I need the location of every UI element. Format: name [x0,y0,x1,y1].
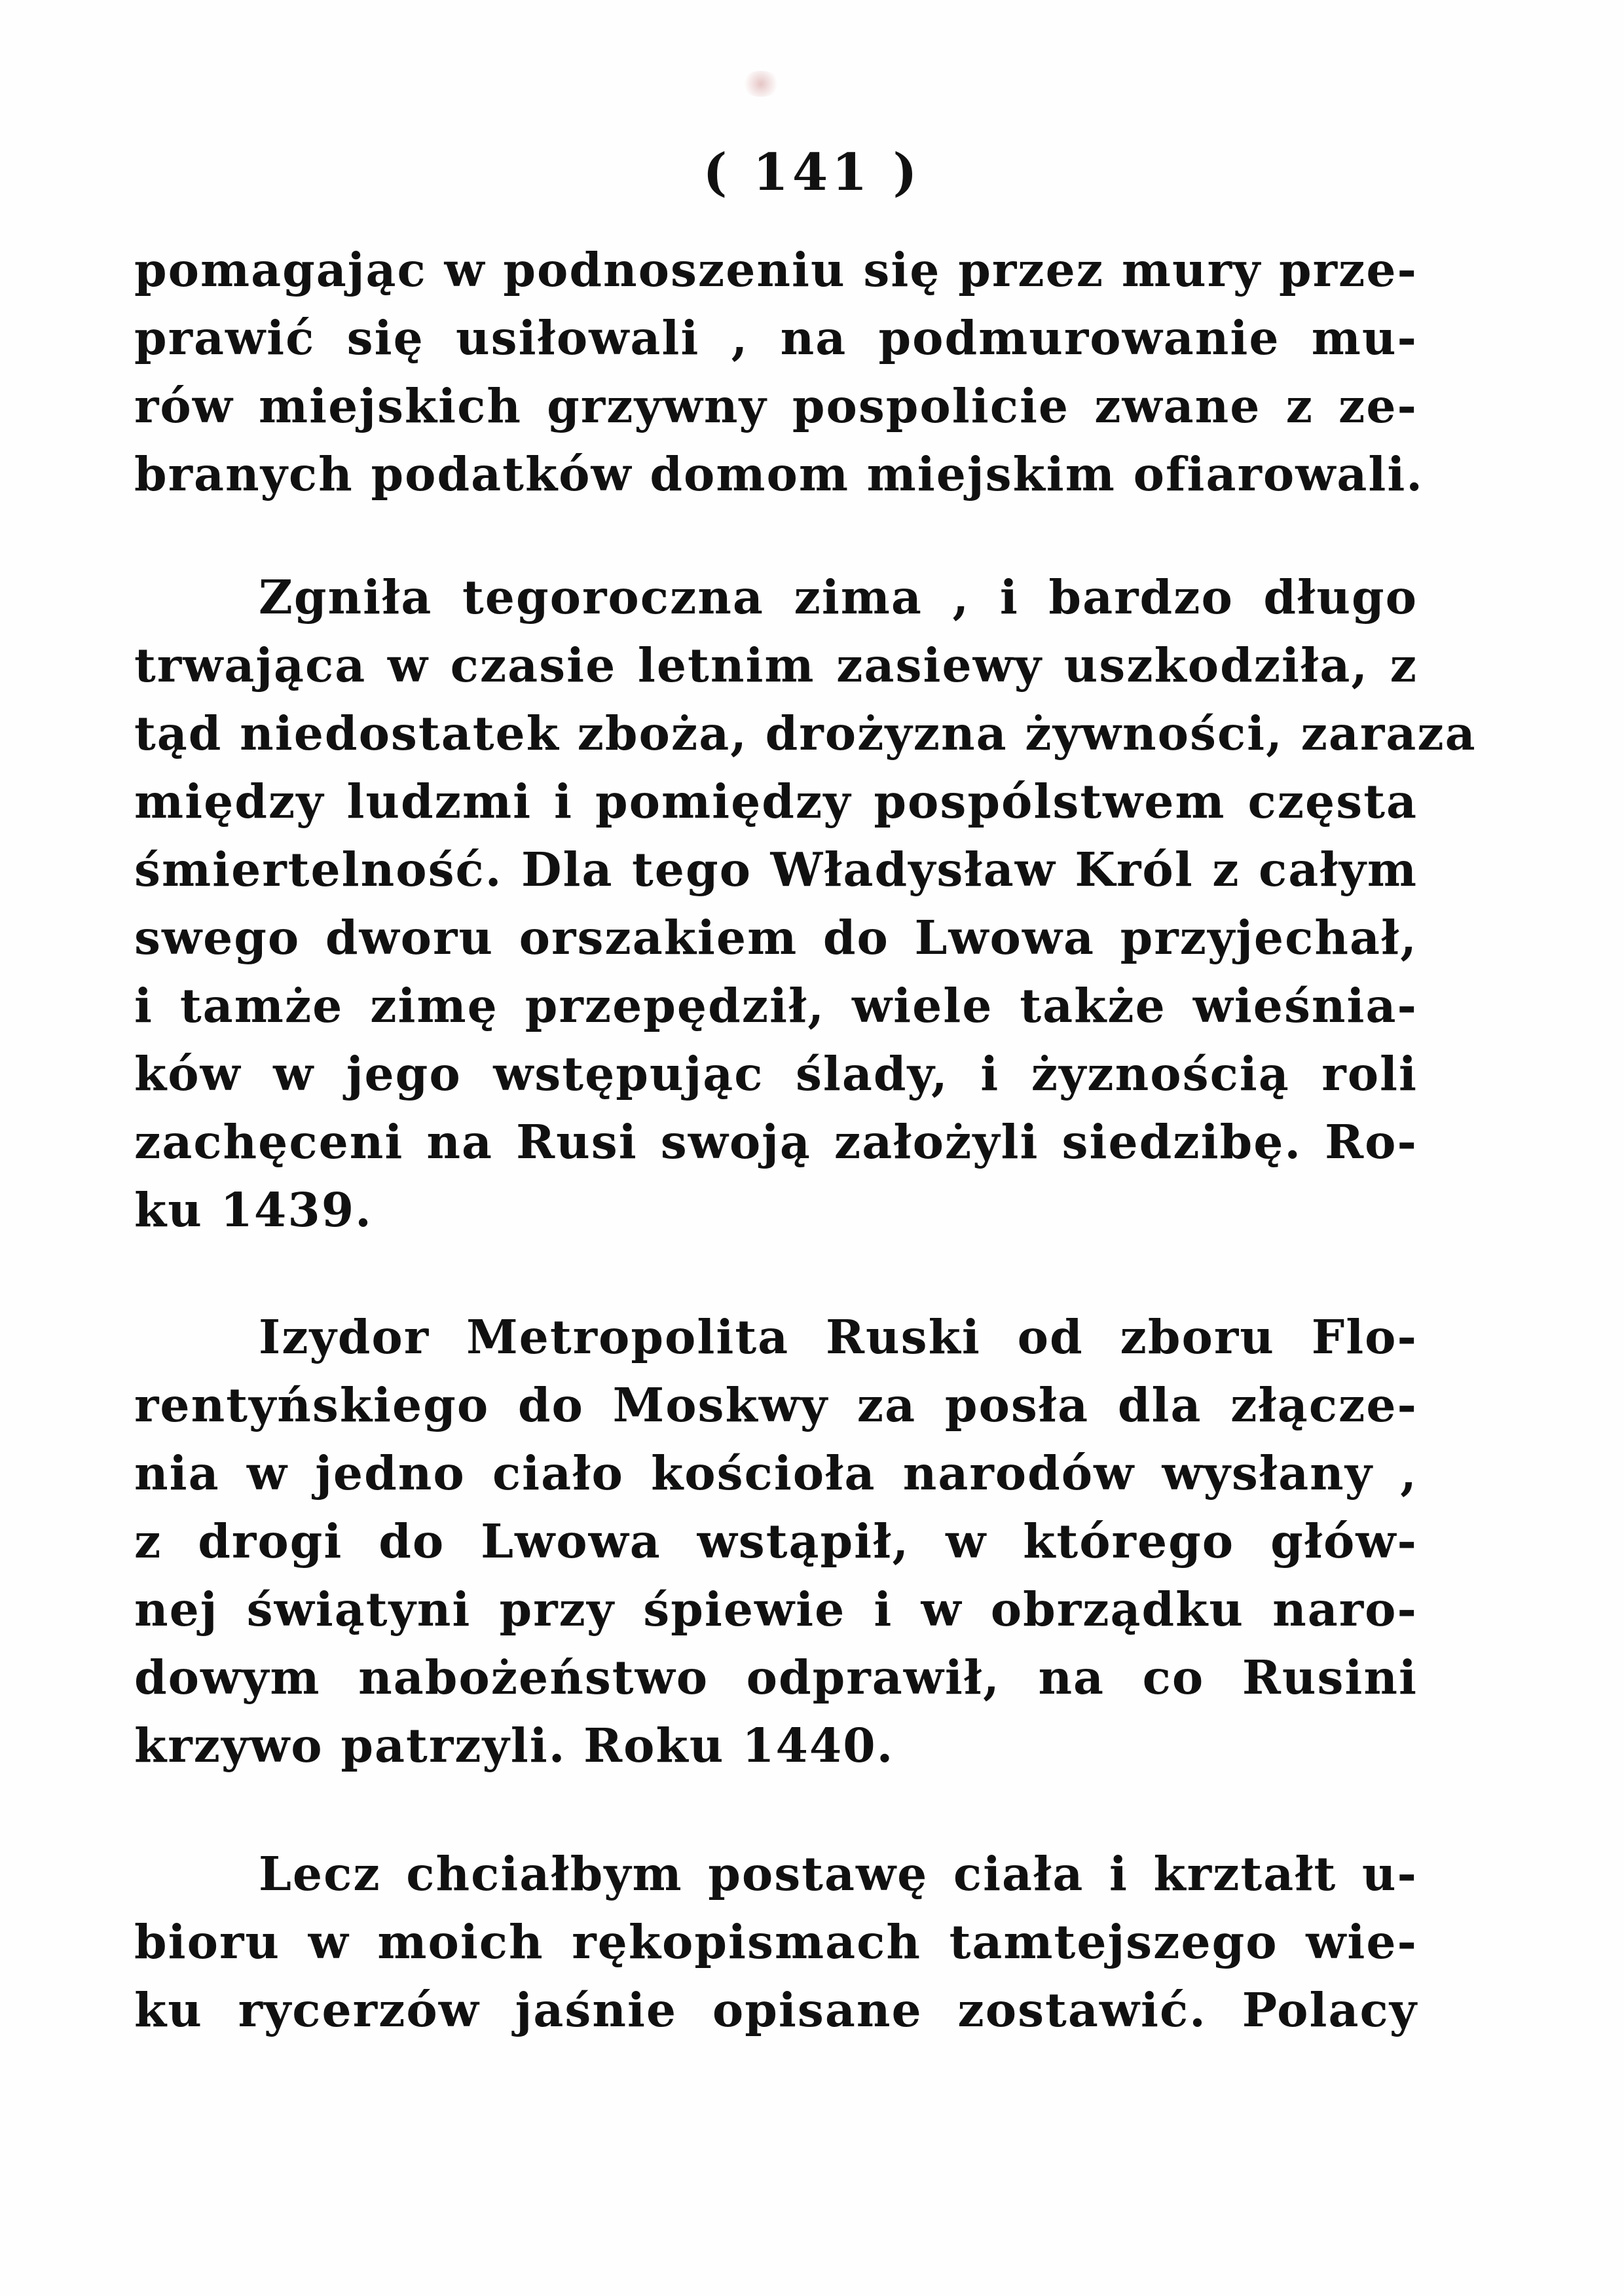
paragraph-2 [134,563,1477,1244]
text-line: tąd niedostatek zboża, drożyzna żywności, zaraza [134,706,1477,761]
paragraph-4 [134,1840,1418,2044]
text-line: Izydor Metropolita Ruski od zboru Flo- [259,1309,1418,1364]
text-line: krzywo patrzyli. Roku 1440. [134,1718,895,1773]
text-line: prawić się usiłowali , na podmurowanie mu- [134,310,1418,365]
text-line: trwająca w czasie letnim zasiewy uszkodziła, z [134,638,1418,693]
text-line: ku rycerzów jaśnie opisane zostawić. Polacy [134,1982,1418,2037]
text-line: zachęceni na Rusi swoją założyli siedzibę. Ro- [134,1114,1418,1169]
text-line: śmiertelność. Dla tego Władysław Król z całym [134,842,1418,897]
paragraph-1 [134,236,1424,508]
page-number: ( 141 ) [703,143,921,202]
text-line: z drogi do Lwowa wstąpił, w którego głów- [134,1514,1418,1569]
text-line: dowym nabożeństwo odprawił, na co Rusini [134,1650,1418,1705]
text-line: bioru w moich rękopismach tamtejszego wie- [134,1914,1418,1969]
paper-stain [741,71,781,97]
paragraph-3 [134,1303,1418,1779]
text-line: rów miejskich grzywny pospolicie zwane z ze- [134,378,1418,433]
text-line: Zgniła tegoroczna zima , i bardzo długo [259,570,1418,625]
text-line: rentyńskiego do Moskwy za posła dla złącze- [134,1377,1418,1432]
text-line: Lecz chciałbym postawę ciała i krztałt u- [259,1846,1418,1901]
text-line: swego dworu orszakiem do Lwowa przyjechał, [134,910,1418,965]
text-line: nej świątyni przy śpiewie i w obrządku naro- [134,1582,1418,1637]
text-line: i tamże zimę przepędził, wiele także wieśnia- [134,978,1418,1033]
text-line: między ludzmi i pomiędzy pospólstwem częsta [134,774,1418,829]
text-line: pomagając w podnoszeniu się przez mury prze- [134,242,1418,297]
text-line: ków w jego wstępując ślady, i żyznością roli [134,1046,1418,1101]
text-line: nia w jedno ciało kościoła narodów wysłany , [134,1446,1418,1501]
text-line: branych podatków domom miejskim ofiarowali. [134,446,1424,501]
text-line: ku 1439. [134,1182,373,1237]
